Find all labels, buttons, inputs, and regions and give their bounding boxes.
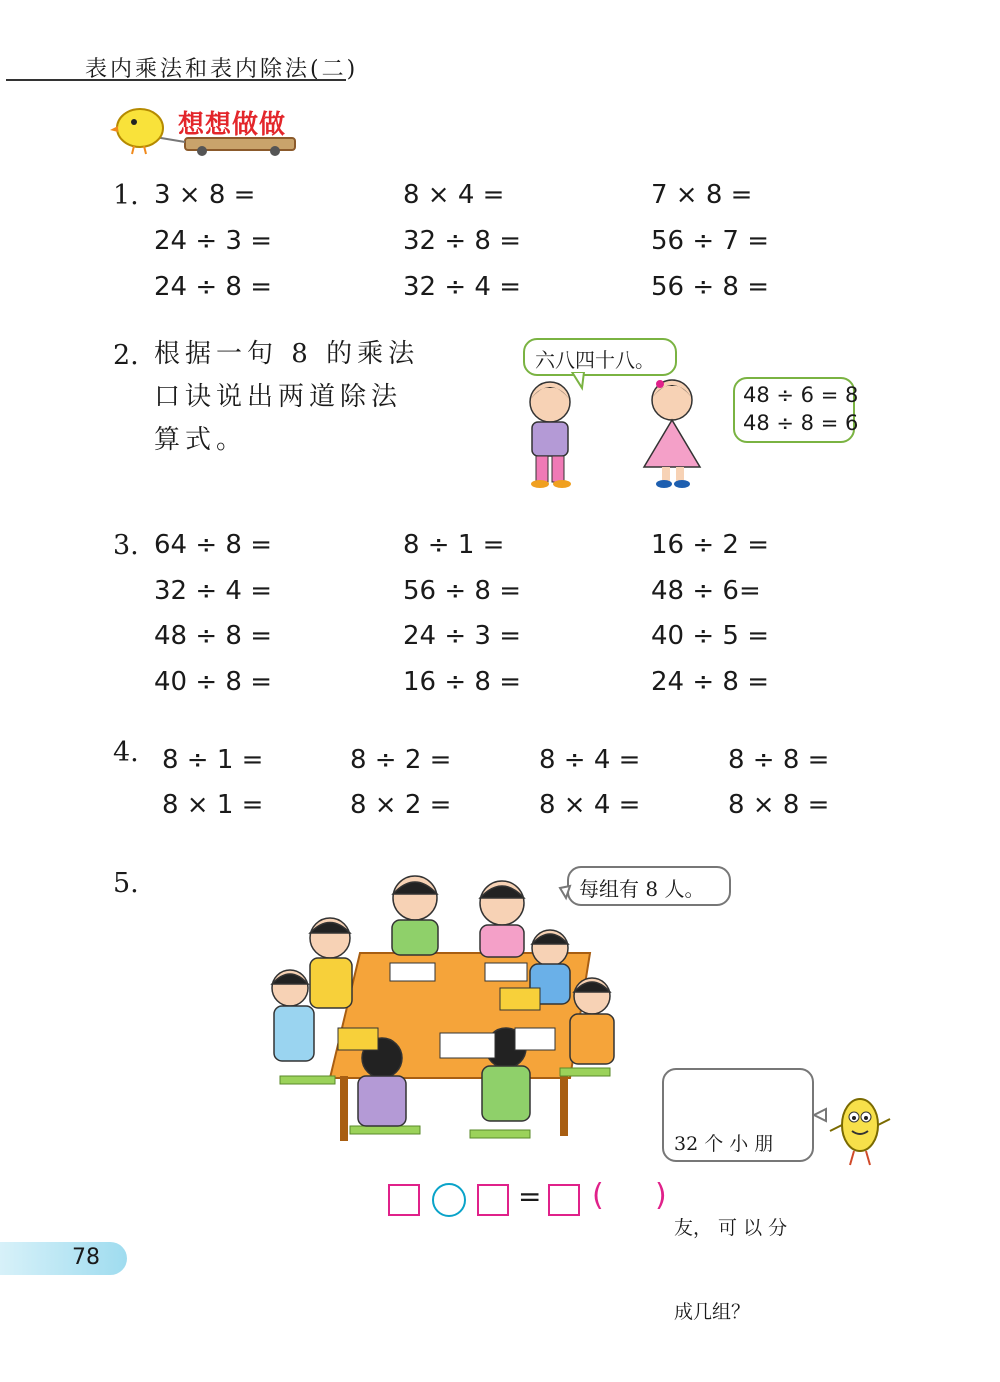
q2-text-line: 口诀说出两道除法 [154, 382, 403, 412]
q1-item: 32 ÷ 4 = [403, 272, 521, 302]
q3-item: 64 ÷ 8 = [154, 530, 272, 560]
q4-number: 4. [113, 737, 139, 768]
q4-item: 8 ÷ 1 = [162, 745, 264, 775]
q4-item: 8 × 4 = [539, 790, 641, 820]
q1-number: 1. [113, 180, 139, 211]
children-at-table-illustration [270, 868, 620, 1153]
header-underline [6, 79, 346, 81]
q3-item: 8 ÷ 1 = [403, 530, 505, 560]
answer-paren-close: ) [655, 1178, 667, 1213]
bubble-equation-2: 48 ÷ 8 = 6 [743, 411, 859, 435]
answer-box-2[interactable] [477, 1184, 509, 1216]
q4-item: 8 × 2 = [350, 790, 452, 820]
q2-text-line: 算式。 [154, 425, 248, 455]
rhyme-speech-bubble [523, 338, 677, 376]
q3-item: 48 ÷ 8 = [154, 621, 272, 651]
page-header-title: 表内乘法和表内除法(二) [85, 57, 359, 82]
q5-number: 5. [113, 868, 139, 899]
bubble-equation-1: 48 ÷ 6 = 8 [743, 383, 859, 407]
q2-number: 2. [113, 340, 139, 371]
division-speech-bubble [733, 377, 859, 443]
rhyme-text: 六八四十八。 [535, 348, 655, 372]
q3-item: 16 ÷ 2 = [651, 530, 769, 560]
answer-box-3[interactable] [548, 1184, 580, 1216]
q1-item: 3 × 8 = [154, 180, 256, 210]
q1-item: 56 ÷ 7 = [651, 226, 769, 256]
q3-item: 40 ÷ 8 = [154, 667, 272, 697]
section-title: 想想做做 [178, 110, 287, 140]
question-line: 32 个 小 朋 [674, 1133, 774, 1155]
q4-item: 8 × 1 = [162, 790, 264, 820]
page-number: 78 [72, 1245, 100, 1270]
q1-item: 24 ÷ 8 = [154, 272, 272, 302]
q3-item: 24 ÷ 8 = [651, 667, 769, 697]
q1-item: 7 × 8 = [651, 180, 753, 210]
q4-item: 8 ÷ 2 = [350, 745, 452, 775]
q4-item: 8 ÷ 8 = [728, 745, 830, 775]
question-line: 成几组？ [674, 1301, 751, 1323]
q1-item: 24 ÷ 3 = [154, 226, 272, 256]
q1-item: 8 × 4 = [403, 180, 505, 210]
mascot-character-icon [812, 1085, 897, 1170]
question-speech-bubble [662, 1068, 814, 1323]
answer-operator-circle[interactable] [432, 1183, 466, 1217]
q4-item: 8 ÷ 4 = [539, 745, 641, 775]
page-number-tab [0, 1242, 127, 1275]
two-girls-illustration [512, 372, 722, 492]
answer-unit-blank[interactable] [608, 1184, 654, 1216]
answer-paren-open: ( [592, 1178, 604, 1213]
question-line: 友， 可 以 分 [674, 1217, 788, 1239]
q3-number: 3. [113, 530, 139, 561]
q1-item: 56 ÷ 8 = [651, 272, 769, 302]
q3-item: 32 ÷ 4 = [154, 576, 272, 606]
q3-item: 16 ÷ 8 = [403, 667, 521, 697]
q2-text-line: 根据一句 8 的乘法 [154, 339, 420, 369]
q3-item: 56 ÷ 8 = [403, 576, 521, 606]
q4-item: 8 × 8 = [728, 790, 830, 820]
q3-item: 48 ÷ 6= [651, 576, 761, 606]
answer-equals: = [518, 1180, 542, 1213]
q3-item: 24 ÷ 3 = [403, 621, 521, 651]
q1-item: 32 ÷ 8 = [403, 226, 521, 256]
q3-item: 40 ÷ 5 = [651, 621, 769, 651]
group-bubble-text: 每组有 8 人。 [579, 877, 705, 901]
answer-box-1[interactable] [388, 1184, 420, 1216]
